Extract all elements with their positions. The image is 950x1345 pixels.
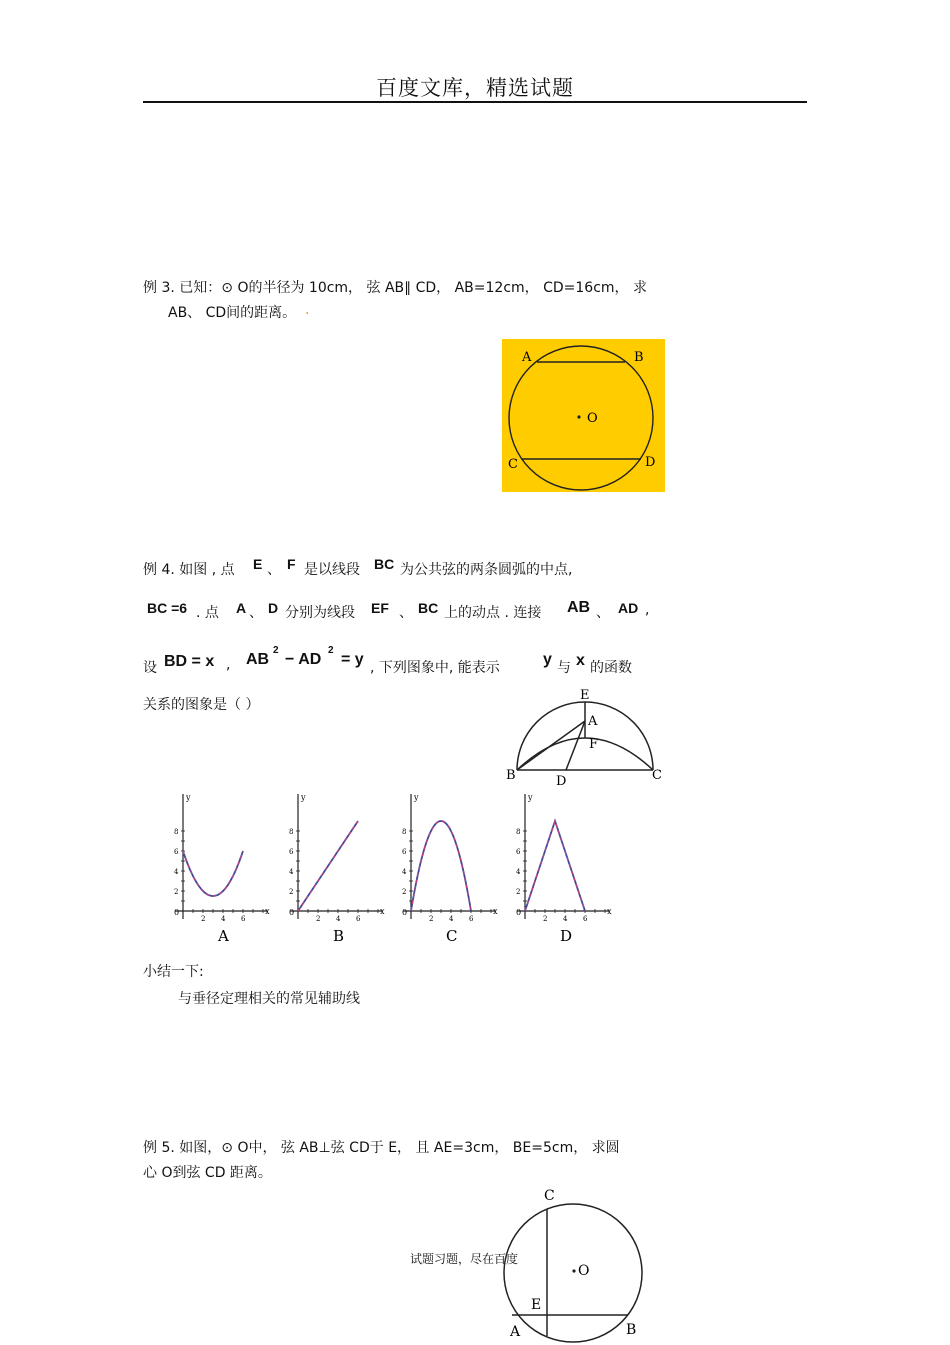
ex4-line3-y: y <box>543 651 552 668</box>
ex4-line1-sep: 、 <box>267 562 281 578</box>
ex5-label-o: O <box>578 1263 590 1279</box>
graph-x-tick-label: 4 <box>336 915 341 923</box>
graph-y-tick-label: 4 <box>174 868 179 876</box>
graph-x-tick-label: 4 <box>449 915 454 923</box>
graph-x-tick-label: 6 <box>356 915 361 923</box>
graph-x-tick-label: 2 <box>201 915 206 923</box>
graph-caption: C <box>446 927 458 944</box>
ex4-line4: 关系的图象是（ ） <box>143 697 260 713</box>
ex4-line3-mid: , 下列图象中, 能表示 <box>370 660 500 676</box>
graph-y-tick-label: 2 <box>402 888 407 896</box>
graph-origin-label: 0 <box>402 908 408 917</box>
ex5-line2: 心 O到弦 CD 距离。 <box>143 1165 272 1181</box>
graph-y-tick-label: 4 <box>289 868 294 876</box>
ex4-label-a: A <box>588 714 598 729</box>
graph-x-tick-label: 2 <box>316 915 321 923</box>
ex3-dot: . <box>305 302 310 318</box>
ex5-label-e: E <box>531 1297 542 1313</box>
ex4-line3-bdx: BD = x <box>164 653 215 670</box>
graph-y-tick-label: 6 <box>174 848 179 856</box>
graph-y-tick-label: 8 <box>289 828 294 836</box>
graph-y-label: y <box>528 793 533 802</box>
ex4-line2-mid: 分别为线段 <box>285 605 355 621</box>
ex4-arc-inner <box>517 738 653 770</box>
ex3-center-dot <box>577 415 580 418</box>
ex3-line1: 例 3. 已知：⊙ O的半径为 10cm， 弦 AB∥ CD， AB=12cm， CD=16cm， 求 <box>143 280 647 296</box>
ex3-label-b: B <box>634 350 644 365</box>
graph-caption: A <box>218 927 229 944</box>
ex5-figure <box>495 1183 660 1343</box>
graph-origin-label: 0 <box>289 908 295 917</box>
graph-y-tick-label: 8 <box>516 828 521 836</box>
ex3-line2: AB、 CD间的距离。 <box>168 305 297 321</box>
graph-y-tick-label: 2 <box>516 888 521 896</box>
graph-c <box>402 793 498 944</box>
ex5-label-a: A <box>510 1324 521 1340</box>
ex4-line2-d: D <box>268 600 279 616</box>
graph-curve-dash <box>525 821 585 911</box>
ex4-graphs <box>170 786 620 944</box>
ex4-line3-sq2: 2 <box>328 645 334 656</box>
ex4-line3-x: x <box>576 652 585 669</box>
ex4-line2-mid2: 上的动点 . 连接 <box>444 605 542 621</box>
ex3-label-d: D <box>645 455 656 470</box>
summary-title: 小结一下: <box>143 964 204 980</box>
graph-y-tick-label: 2 <box>174 888 179 896</box>
ex4-line3-with: 与 <box>557 660 571 676</box>
graph-origin-label: 0 <box>516 908 522 917</box>
graph-x-tick-label: 6 <box>583 915 588 923</box>
graph-y-tick-label: 6 <box>402 848 407 856</box>
ex4-line2-end: , <box>645 602 650 618</box>
graph-y-label: y <box>186 793 191 802</box>
graph-y-label: y <box>301 793 306 802</box>
ex4-line2-bc6: BC =6 <box>147 600 188 616</box>
ex3-label-c: C <box>508 457 518 472</box>
ex4-line3-comma: , <box>226 657 231 673</box>
ex4-line1-f: F <box>287 556 296 572</box>
ex4-label-d: D <box>556 774 567 789</box>
ex4-line2-ab: AB <box>567 599 591 616</box>
ex4-line1-e: E <box>253 556 263 572</box>
header-rule <box>143 101 807 103</box>
ex4-line1-prefix: 例 4. 如图 , 点 <box>143 562 235 578</box>
ex4-line1-mid: 是以线段 <box>304 562 360 578</box>
graph-y-tick-label: 8 <box>402 828 407 836</box>
ex4-line2-sep3: 、 <box>596 605 610 621</box>
graph-x-label: x <box>265 907 270 916</box>
footer-text: 试题习题，尽在百度 <box>410 1252 519 1266</box>
ex4-line2-sep2: 、 <box>399 605 413 621</box>
ex4-line1-bc: BC <box>374 556 395 572</box>
graph-curve <box>525 821 585 911</box>
page-header-title: 百度文库，精选试题 <box>376 76 574 100</box>
ex4-line3-tail: 的函数 <box>590 660 632 676</box>
graph-x-tick-label: 2 <box>543 915 548 923</box>
graph-x-label: x <box>607 907 612 916</box>
graph-x-tick-label: 4 <box>221 915 226 923</box>
graph-y-tick-label: 4 <box>516 868 521 876</box>
ex4-label-f: F <box>589 737 599 752</box>
ex4-line2-sep1: 、 <box>249 605 263 621</box>
summary-item: 与垂径定理相关的常见辅助线 <box>178 991 360 1007</box>
graph-d <box>516 793 612 944</box>
graph-b <box>289 793 385 944</box>
ex4-line2-ef: EF <box>371 600 389 616</box>
ex4-label-c: C <box>652 768 662 783</box>
graph-x-tick-label: 2 <box>429 915 434 923</box>
ex4-label-e: E <box>580 688 590 703</box>
ex4-line2-dot: . 点 <box>196 605 219 621</box>
graph-x-tick-label: 6 <box>469 915 474 923</box>
graph-caption: D <box>560 927 573 944</box>
graph-caption: B <box>333 927 345 944</box>
graph-a <box>174 793 270 944</box>
ex3-label-a: A <box>522 350 532 365</box>
graph-curve-dash <box>411 821 471 911</box>
ex4-line2-a: A <box>236 600 247 616</box>
graph-y-tick-label: 6 <box>516 848 521 856</box>
ex4-figure <box>500 685 670 790</box>
ex5-label-c: C <box>544 1188 555 1204</box>
graph-x-label: x <box>380 907 385 916</box>
ex4-line3-ab: AB <box>246 651 270 668</box>
ex4-line3-sq1: 2 <box>273 645 279 656</box>
ex5-center-dot <box>572 1269 575 1272</box>
graph-y-tick-label: 6 <box>289 848 294 856</box>
ex4-line3-minus: − AD <box>285 651 322 668</box>
graph-y-tick-label: 2 <box>289 888 294 896</box>
graph-y-label: y <box>414 793 419 802</box>
ex5-line1: 例 5. 如图，⊙ O中， 弦 AB⊥弦 CD于 E， 且 AE=3cm， BE=5cm， 求圆 <box>143 1140 620 1156</box>
graph-origin-label: 0 <box>174 908 180 917</box>
ex4-label-b: B <box>506 768 516 783</box>
ex4-line3-eqy: = y <box>341 651 364 668</box>
graph-y-tick-label: 8 <box>174 828 179 836</box>
graph-x-tick-label: 6 <box>241 915 246 923</box>
ex4-line2-bc: BC <box>418 600 439 616</box>
ex5-circle <box>504 1204 642 1342</box>
ex4-line2-ad: AD <box>618 600 639 616</box>
ex3-label-o: O <box>587 411 598 426</box>
ex4-line1-suffix: 为公共弦的两条圆弧的中点, <box>400 562 573 578</box>
graph-x-tick-label: 4 <box>563 915 568 923</box>
ex4-line3-set: 设 <box>143 660 157 676</box>
ex5-label-b: B <box>626 1322 637 1338</box>
graph-y-tick-label: 4 <box>402 868 407 876</box>
graph-x-label: x <box>493 907 498 916</box>
ex3-figure <box>502 339 665 492</box>
